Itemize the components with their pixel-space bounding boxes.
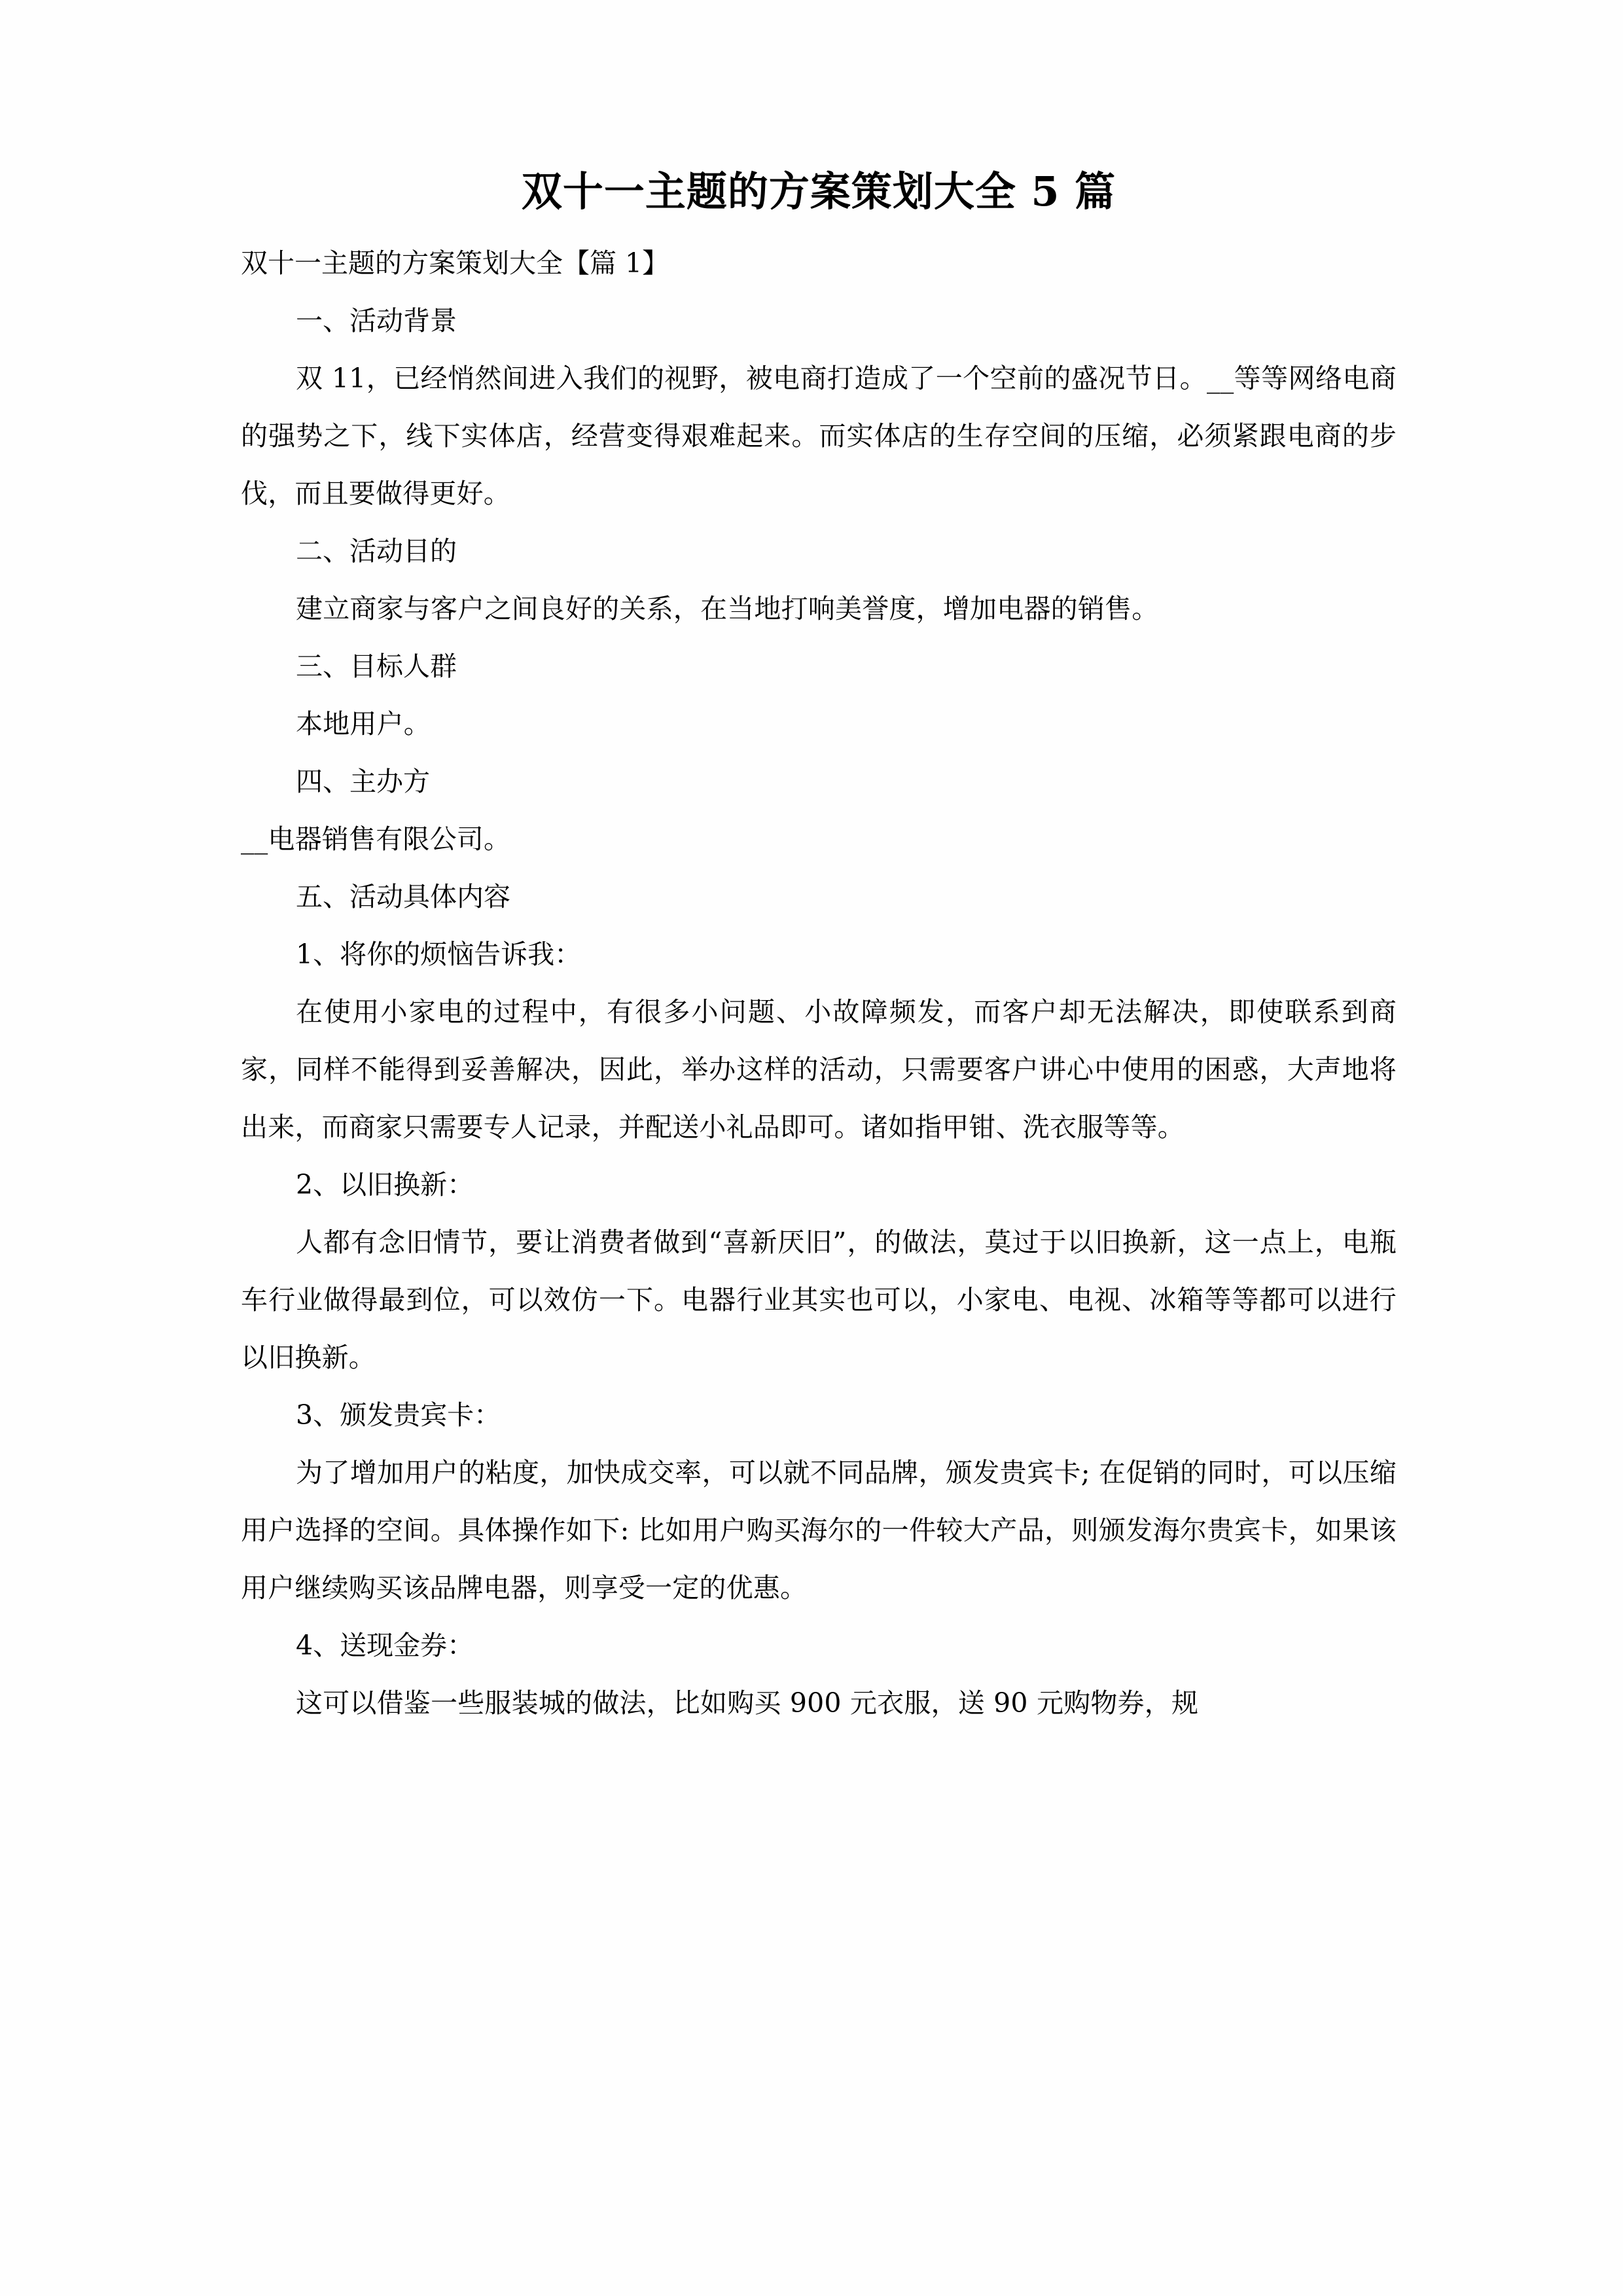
document-subtitle: 双十一主题的方案策划大全【篇 1】 bbox=[241, 247, 669, 279]
section-heading-5: 五、活动具体内容 bbox=[296, 881, 510, 912]
list-item-heading-4: 4、送现金券： bbox=[296, 1630, 474, 1661]
document-content bbox=[241, 164, 1397, 1732]
list-item-body-4: 这可以借鉴一些服装城的做法，比如购买 900 元衣服，送 90 元购物券，规 bbox=[296, 1687, 1199, 1719]
list-item-heading-3: 3、颁发贵宾卡： bbox=[296, 1399, 501, 1431]
section-heading-1: 一、活动背景 bbox=[296, 305, 457, 336]
list-item-heading-1: 1、将你的烦恼告诉我： bbox=[296, 939, 582, 970]
section-heading-3: 三、目标人群 bbox=[296, 651, 457, 682]
section-heading-4: 四、主办方 bbox=[296, 766, 430, 797]
list-item-heading-2: 2、以旧换新： bbox=[296, 1169, 474, 1200]
section-body-2: 建立商家与客户之间良好的关系，在当地打响美誉度，增加电器的销售。 bbox=[296, 593, 1159, 624]
section-heading-2: 二、活动目的 bbox=[296, 535, 457, 567]
list-item-body-2: 人都有念旧情节，要让消费者做到“喜新厌旧”，的做法，莫过于以旧换新，这一点上，电瓶车行业做得最到位，可以效仿一下。电器行业其实也可以，小家电、电视、冰箱等等都可以进行以旧换新。 bbox=[241, 1227, 1397, 1373]
section-body-3: 本地用户。 bbox=[296, 708, 431, 740]
section-body-1: 双 11，已经悄然间进入我们的视野，被电商打造成了一个空前的盛况节日。__等等网络电商的强势之下，线下实体店，经营变得艰难起来。而实体店的生存空间的压缩，必须紧跟电商的步伐，而且要做得更好。 bbox=[241, 363, 1397, 509]
page-title: 双十一主题的方案策划大全 5 篇 bbox=[521, 168, 1116, 215]
list-item-body-3: 为了增加用户的粘度，加快成交率，可以就不同品牌，颁发贵宾卡; 在促销的同时，可以压缩用户选择的空间。具体操作如下: 比如用户购买海尔的一件较大产品，则颁发海尔贵宾卡，如果该用户继续购买该品牌电器，则享受一定的优惠。 bbox=[241, 1457, 1397, 1604]
section-body-4: __电器销售有限公司。 bbox=[241, 823, 511, 855]
list-item-body-1: 在使用小家电的过程中，有很多小问题、小故障频发，而客户却无法解决，即使联系到商家，同样不能得到妥善解决，因此，举办这样的活动，只需要客户讲心中使用的困惑，大声地将出来，而商家只需要专人记录，并配送小礼品即可。诸如指甲钳、洗衣服等等。 bbox=[241, 996, 1397, 1143]
